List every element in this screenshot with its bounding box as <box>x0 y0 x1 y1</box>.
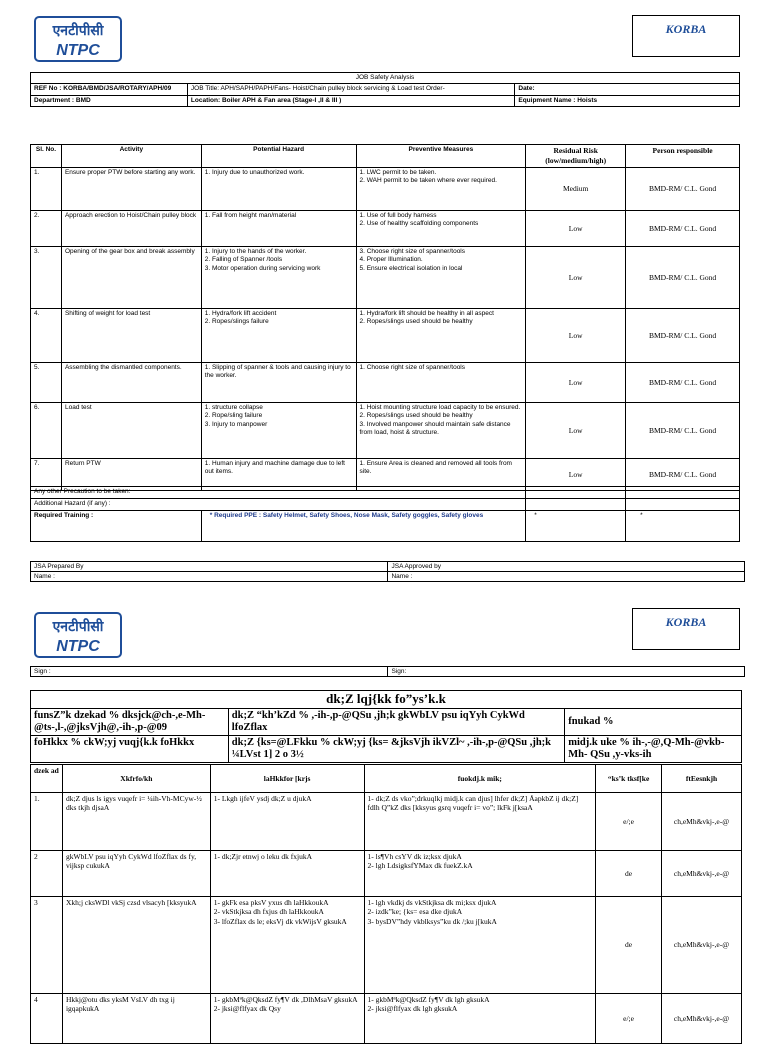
table-row <box>31 403 740 459</box>
cell-no: 2. <box>31 211 62 247</box>
hcol-no: dzek ad <box>31 765 63 793</box>
cell-activity: Load test <box>61 403 201 459</box>
cell-risk: Low <box>526 247 626 309</box>
approved-name: Name : <box>388 572 745 582</box>
col-person: Person responsible <box>626 145 740 168</box>
hcell-person: ch,eMh&vkj-,e-@ <box>662 994 742 1044</box>
col-residual-risk: Residual Risk (low/medium/high) <box>526 145 626 168</box>
cell-hazard: 1. structure collapse 2. Rope/sling failure 3. Injury to manpower <box>201 403 356 459</box>
hindi-header-table <box>30 690 742 763</box>
table-row <box>31 994 742 1044</box>
jsa-activity-table <box>30 144 740 491</box>
cell-measures: 1. Hoist mounting structure load capacity to be ensured. 2. Ropes/slings used should be healthy 3. Involved manpower should maintain safe distance from load, hoist & structure. <box>356 403 526 459</box>
svg-text:एनटीपीसी: एनटीपीसी <box>52 619 104 635</box>
hindi-activity-table <box>30 764 742 1044</box>
col-activity: Activity <box>61 145 201 168</box>
cell-measures: 3. Choose right size of spanner/tools 4. Proper Illumination. 5. Ensure electrical isolation in local <box>356 247 526 309</box>
cell-risk: Low <box>526 363 626 403</box>
hcell-measures: 1- lgh vkdkj ds vkStkjksa dk mi;ksx djukA 2- izdk”ke; {ks= esa dke djukA 3- bysDV”hdy vkblksys”ku dk /;ku j[kukA <box>364 897 596 994</box>
hcol-person: ftEesnkjh <box>662 765 742 793</box>
cell-person: BMD-RM/ C.L. Gond <box>626 403 740 459</box>
cell-activity: Return PTW <box>61 459 201 491</box>
other-precaution: Any other Precaution to be taken: <box>31 487 526 499</box>
hcell-measures: 1- dk;Z ds vko”;drkuqlkj midj.k can djus] lhfer dk;Z] ÅapkbZ ij dk;Z] fdlh Q”kZ dks [kksyus gsrq vuqefr i= vo”; lkFk j[ksaA <box>364 793 596 851</box>
hcell-activity: gkWbLV psu iqYyh CykWd lfoZflax ds fy, vijksp cukukA <box>62 851 210 897</box>
prepared-approved-table <box>30 561 745 582</box>
date-field: Date: <box>515 84 740 95</box>
sign-table <box>30 666 745 677</box>
hcell-person: ch,eMh&vkj-,e-@ <box>662 897 742 994</box>
jsa-approved-by: JSA Approved by <box>388 562 745 572</box>
cell-hazard: 1. Human injury and machine damage due to left out items. <box>201 459 356 491</box>
equipment-name: Equipment Name : Hoists <box>515 95 740 106</box>
cell-activity: Approach erection to Hoist/Chain pulley block <box>61 211 201 247</box>
table-row <box>31 247 740 309</box>
cell-activity: Assembling the dismantled components. <box>61 363 201 403</box>
table-row <box>31 851 742 897</box>
hcell-measures: 1- ls¶Vh csYV dk iz;ksx djukA 2- lgh LdsigksfYMax dk fuekZ.kA <box>364 851 596 897</box>
cell-hazard: 1. Fall from height man/material <box>201 211 356 247</box>
table-row <box>31 793 742 851</box>
korba-badge: KORBA <box>632 608 740 650</box>
jsa-footer-table <box>30 486 740 542</box>
hcol-measures: fuokdj.k mik; <box>364 765 596 793</box>
cell-measures: 1. Ensure Area is cleaned and removed all tools from site. <box>356 459 526 491</box>
col-hazard: Potential Hazard <box>201 145 356 168</box>
hcell-risk: e/;e <box>596 994 662 1044</box>
location: Location: Boiler APH & Fan area (Stage-I ,II & III ) <box>187 95 514 106</box>
table-row <box>31 897 742 994</box>
hcell-measures: 1- gkbMªk@QksdZ fy¶V dk lgh gksukA 2- jksi@flfyax dk lgh gksukA <box>364 994 596 1044</box>
ntpc-logo <box>34 612 122 658</box>
cell-no: 5. <box>31 363 62 403</box>
cell-no: 3. <box>31 247 62 309</box>
cell-hazard: 1. Slipping of spanner & tools and causing injury to the worker. <box>201 363 356 403</box>
hindi-title: dk;Z lqj{kk fo”ys’k.k <box>31 691 742 709</box>
hindi-location: dk;Z {ks=@LFkku % ckW;yj {ks= &jksVjh ikVZl~ ,-ih-,p-@QSu ,jh;k ¼LVst 1] 2 o 3½ <box>228 736 564 763</box>
cell-person: BMD-RM/ C.L. Gond <box>626 247 740 309</box>
cell-hazard: 1. Hydra/fork lift accident 2. Ropes/slings failure <box>201 309 356 363</box>
col-measures: Preventive Measures <box>356 145 526 168</box>
cell-measures: 1. Use of full body harness 2. Use of healthy scaffolding components <box>356 211 526 247</box>
svg-text:NTPC: NTPC <box>56 42 100 59</box>
job-title: JOB Title: APH/SAPH/PAPH/Fans- Hoist/Chain pulley block servicing & Load test Order- <box>187 84 514 95</box>
additional-hazard: Additional Hazard (if any) : <box>31 499 526 511</box>
required-ppe: * Required PPE : Safety Helmet, Safety Shoes, Nose Mask, Safety goggles, Safety gloves <box>201 511 526 542</box>
table-row <box>31 168 740 211</box>
cell-measures: 1. Choose right size of spanner/tools <box>356 363 526 403</box>
table-row <box>31 363 740 403</box>
cell-risk: Low <box>526 309 626 363</box>
hindi-date: fnukad % <box>565 708 742 735</box>
hindi-ref-no: funsZ”k dzekad % dksjck@ch-,e-Mh-@ts-,l-,@jksVjh@,-ih-,p-@09 <box>31 708 229 735</box>
cell-risk: Medium <box>526 168 626 211</box>
cell-activity: Ensure proper PTW before starting any work. <box>61 168 201 211</box>
hcell-risk: de <box>596 851 662 897</box>
hcol-activity: Xkfrfo/kh <box>62 765 210 793</box>
cell-measures: 1. LWC permit to be taken. 2. WAH permit to be taken where ever required. <box>356 168 526 211</box>
hcol-risk: “ks’k tksf[ke <box>596 765 662 793</box>
cell-person: BMD-RM/ C.L. Gond <box>626 309 740 363</box>
hcell-hazard: 1- gkbMªk@QksdZ fy¶V dk ,DlhMsaV gksukA 2- jksi@flfyax dk Qsy <box>210 994 364 1044</box>
hcell-no: 1. <box>31 793 63 851</box>
hcell-hazard: 1- Lkgh ijfeV ysdj dk;Z u djukA <box>210 793 364 851</box>
cell-activity: Opening of the gear box and break assembly <box>61 247 201 309</box>
hcell-no: 3 <box>31 897 63 994</box>
cell-person: BMD-RM/ C.L. Gond <box>626 363 740 403</box>
jsa-prepared-by: JSA Prepared By <box>31 562 388 572</box>
svg-text:NTPC: NTPC <box>56 638 100 655</box>
hindi-equipment: midj.k uke % ih-,-@,Q-Mh-@vkb-Mh- QSu ,y-vks-ih <box>565 736 742 763</box>
jsa-header-table <box>30 72 740 107</box>
sign-right: Sign: <box>388 667 745 677</box>
cell-no: 1. <box>31 168 62 211</box>
hcell-hazard: 1- gkFk esa pksV yxus dh laHkkoukA 2- vkStkjksa dh fxjus dh laHkkoukA 3- lfoZflax ds le; eksVj dk vkWijsV gksukA <box>210 897 364 994</box>
hcell-activity: dk;Z djus ls igys vuqefr i= ¼ih-Vh-MCyw-½ dks tkjh djsaA <box>62 793 210 851</box>
svg-text:एनटीपीसी: एनटीपीसी <box>52 23 104 39</box>
star-mark: * <box>526 511 626 542</box>
cell-hazard: 1. Injury to the hands of the worker. 2. Falling of Spanner /tools 3. Motor operation during servicing work <box>201 247 356 309</box>
prepared-name: Name : <box>31 572 388 582</box>
department: Department : BMD <box>31 95 188 106</box>
cell-person: BMD-RM/ C.L. Gond <box>626 459 740 491</box>
cell-no: 7. <box>31 459 62 491</box>
cell-hazard: 1. Injury due to unauthorized work. <box>201 168 356 211</box>
page-title: JOB Safety Analysis <box>31 73 740 84</box>
cell-no: 4. <box>31 309 62 363</box>
required-training: Required Training : <box>31 511 202 542</box>
hcell-activity: Hkkj@otu dks yksM VsLV dh txg ij igqapkukA <box>62 994 210 1044</box>
cell-risk: Low <box>526 403 626 459</box>
hcell-person: ch,eMh&vkj-,e-@ <box>662 793 742 851</box>
cell-risk: Low <box>526 459 626 491</box>
hcell-activity: Xkh;j cksWDl vkSj czsd vlsacyh [kksyukA <box>62 897 210 994</box>
table-row <box>31 309 740 363</box>
hcell-no: 4 <box>31 994 63 1044</box>
hcol-hazard: laHkkfor [krjs <box>210 765 364 793</box>
sign-left: Sign : <box>31 667 388 677</box>
hcell-risk: de <box>596 897 662 994</box>
hcell-person: ch,eMh&vkj-,e-@ <box>662 851 742 897</box>
hcell-risk: e/;e <box>596 793 662 851</box>
ref-no: REF No : KORBA/BMD/JSA/ROTARY/APH/09 <box>31 84 188 95</box>
star-mark: * <box>626 511 740 542</box>
hcell-no: 2 <box>31 851 63 897</box>
cell-person: BMD-RM/ C.L. Gond <box>626 211 740 247</box>
col-sl-no: Sl. No. <box>31 145 62 168</box>
cell-no: 6. <box>31 403 62 459</box>
korba-badge: KORBA <box>632 15 740 57</box>
hindi-job-title: dk;Z “kh’kZd % ,-ih-,p-@QSu ,jh;k gkWbLV psu iqYyh CykWd lfoZflax <box>228 708 564 735</box>
hcell-hazard: 1- dk;Zjr etnwj o leku dk fxjukA <box>210 851 364 897</box>
table-row <box>31 211 740 247</box>
ntpc-logo <box>34 16 122 62</box>
cell-activity: Shifting of weight for load test <box>61 309 201 363</box>
cell-measures: 1. Hydra/fork lift should be healthy in all aspect 2. Ropes/slings used should be healthy <box>356 309 526 363</box>
hindi-department: foHkkx % ckW;yj vuqj{k.k foHkkx <box>31 736 229 763</box>
cell-person: BMD-RM/ C.L. Gond <box>626 168 740 211</box>
cell-risk: Low <box>526 211 626 247</box>
